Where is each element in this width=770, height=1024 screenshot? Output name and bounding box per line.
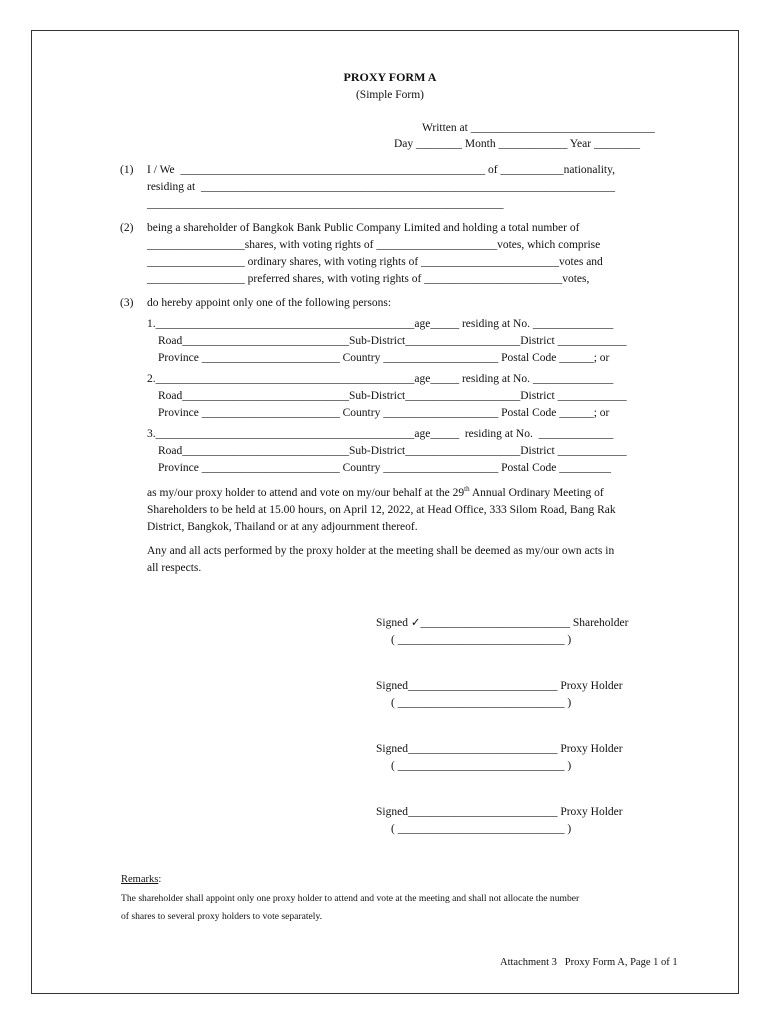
date-field[interactable]: Day ________ Month ____________ Year ________ — [394, 138, 640, 150]
written-at-field[interactable]: Written at ________________________________ — [422, 122, 655, 134]
section-2-number: (2) — [120, 222, 134, 234]
purpose-text-a: as my/our proxy holder to attend and vote on my/our behalf at the 29 — [147, 487, 465, 499]
proxy-holder-1-signature-field[interactable]: Signed__________________________ Proxy Holder — [376, 680, 623, 692]
proxy-1-province-field[interactable]: Province ________________________ Country ____________________ Postal Code ______; or — [158, 352, 610, 364]
preferred-shares-field[interactable]: _________________ preferred shares, with voting rights of ________________________votes, — [147, 273, 590, 285]
form-subtitle: (Simple Form) — [355, 89, 425, 101]
shareholder-signature-field[interactable]: Signed ✓__________________________ Shareholder — [376, 617, 629, 629]
residing-at-field-cont[interactable]: ______________________________________________________________ — [147, 198, 504, 210]
proxy-holder-2-signature-field[interactable]: Signed__________________________ Proxy Holder — [376, 743, 623, 755]
section-3-number: (3) — [120, 297, 134, 309]
acts-paragraph-line-1: Any and all acts performed by the proxy holder at the meeting shall be deemed as my/our own acts in — [147, 545, 615, 557]
remarks-colon: : — [158, 874, 162, 885]
proxy-3-road-field[interactable]: Road_____________________________Sub-District____________________District ____________ — [158, 445, 627, 457]
residing-at-field[interactable]: residing at ________________________________________________________________________ — [147, 181, 615, 193]
acts-paragraph-line-2: all respects. — [147, 562, 202, 574]
proxy-2-name-field[interactable]: 2._____________________________________________age_____ residing at No. ______________ — [147, 373, 614, 385]
proxy-holder-3-name-field[interactable]: ( _____________________________ ) — [391, 823, 572, 835]
shareholder-text: being a shareholder of Bangkok Bank Public Company Limited and holding a total number of — [147, 222, 580, 234]
proxy-1-road-field[interactable]: Road_____________________________Sub-District____________________District ____________ — [158, 335, 627, 347]
ordinal-suffix: th — [464, 485, 470, 494]
name-nationality-field[interactable]: I / We _____________________________________________________ of ___________nationality, — [147, 164, 615, 176]
proxy-purpose-line-2: Shareholders to be held at 15.00 hours, on April 12, 2022, at Head Office, 333 Silom Road, Bang Rak — [147, 504, 616, 516]
total-shares-field[interactable]: _________________shares, with voting rights of _____________________votes, which comprise — [147, 239, 601, 251]
proxy-holder-2-name-field[interactable]: ( _____________________________ ) — [391, 760, 572, 772]
section-1-number: (1) — [120, 164, 134, 176]
appoint-intro: do hereby appoint only one of the following persons: — [147, 297, 392, 309]
proxy-2-province-field[interactable]: Province ________________________ Country ____________________ Postal Code ______; or — [158, 407, 610, 419]
remarks-line-1: The shareholder shall appoint only one proxy holder to attend and vote at the meeting and shall not allocate the number — [121, 893, 580, 904]
remarks-label: Remarks — [121, 874, 159, 885]
purpose-text-b: Annual Ordinary Meeting of — [469, 487, 604, 499]
remarks-line-2: of shares to several proxy holders to vote separately. — [121, 911, 323, 922]
form-title: PROXY FORM A — [343, 70, 437, 84]
proxy-purpose-line-3: District, Bangkok, Thailand or at any adjournment thereof. — [147, 521, 418, 533]
remarks-heading — [121, 873, 161, 887]
proxy-3-name-field[interactable]: 3._____________________________________________age_____ residing at No. _____________ — [147, 428, 614, 440]
page-footer: Attachment 3 Proxy Form A, Page 1 of 1 — [500, 957, 678, 968]
proxy-1-name-field[interactable]: 1._____________________________________________age_____ residing at No. ______________ — [147, 318, 614, 330]
proxy-purpose-paragraph — [147, 486, 604, 500]
shareholder-name-field[interactable]: ( _____________________________ ) — [391, 634, 572, 646]
ordinary-shares-field[interactable]: _________________ ordinary shares, with voting rights of ________________________votes and — [147, 256, 603, 268]
proxy-3-province-field[interactable]: Province ________________________ Country ____________________ Postal Code _________ — [158, 462, 611, 474]
proxy-2-road-field[interactable]: Road_____________________________Sub-District____________________District ____________ — [158, 390, 627, 402]
proxy-holder-1-name-field[interactable]: ( _____________________________ ) — [391, 697, 572, 709]
proxy-holder-3-signature-field[interactable]: Signed__________________________ Proxy Holder — [376, 806, 623, 818]
